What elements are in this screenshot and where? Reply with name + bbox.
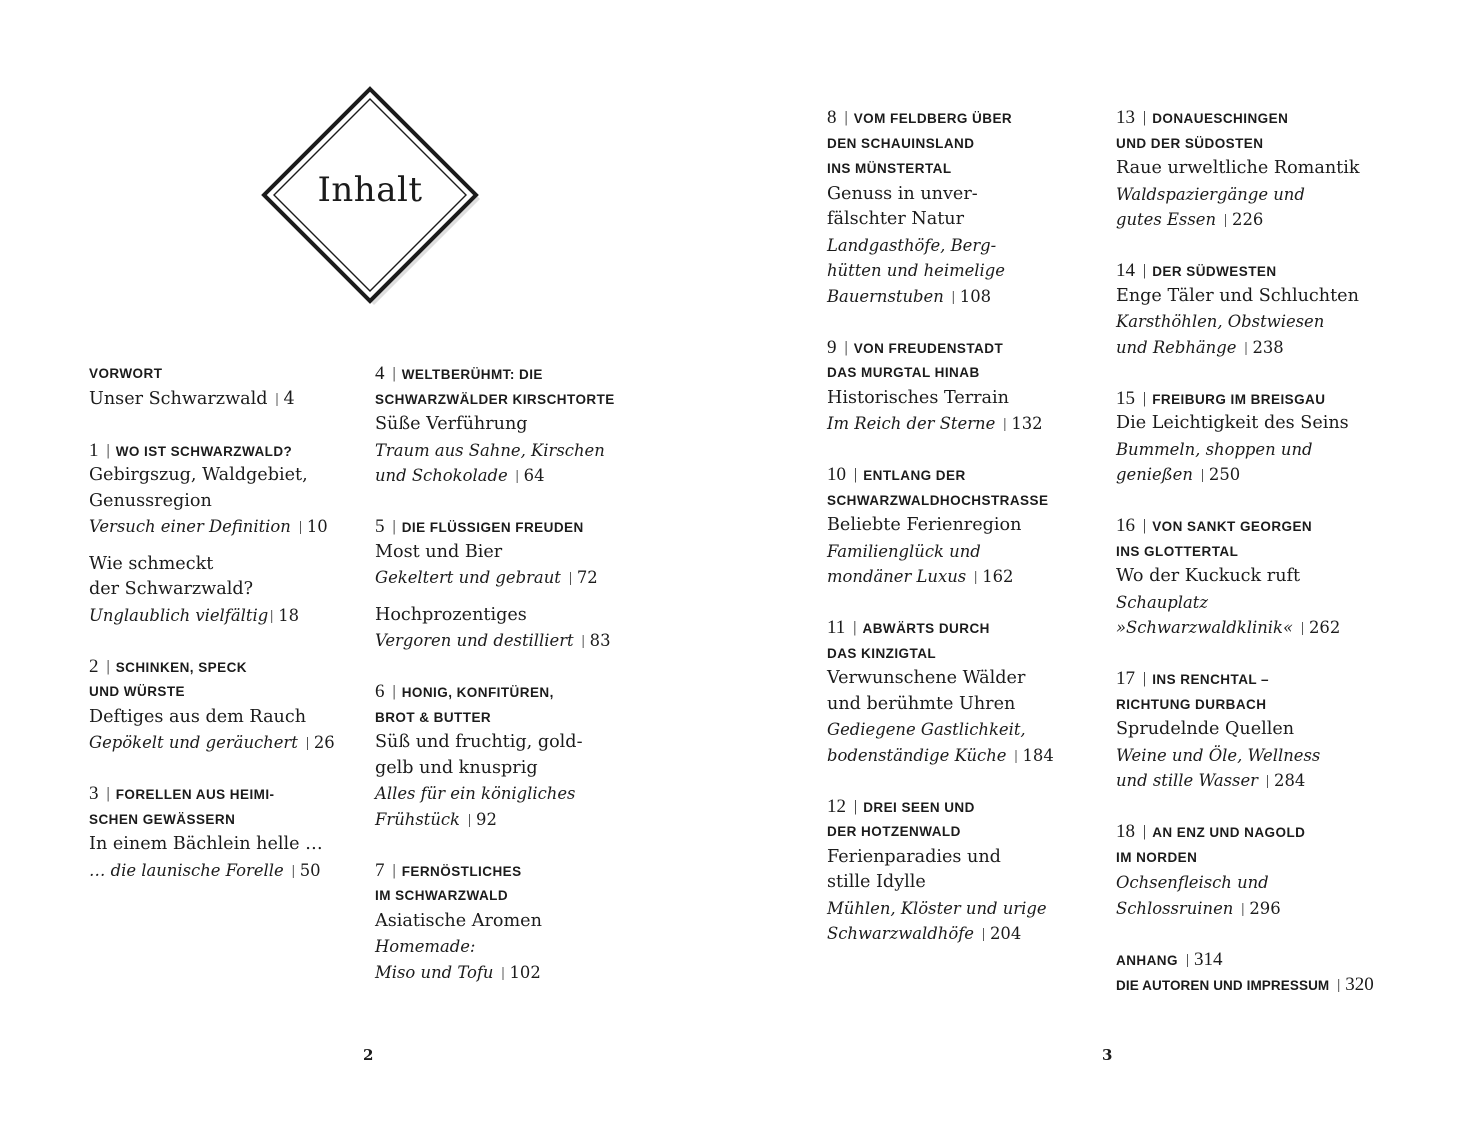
toc-column-2 xyxy=(375,361,695,985)
toc-entry-3[interactable]: 3 | FORELLEN AUS HEIMI- SCHEN GEWÄSSERN In einem Bächlein helle … … die launische Forelle | 50 xyxy=(89,783,323,880)
toc-column-4 xyxy=(1116,105,1416,998)
toc-entry-6[interactable]: 6 | HONIG, KONFITÜREN, BROT & BUTTER Süß und fruchtig, gold- gelb und knusprig Alles für ein königliches Frühstück | 92 xyxy=(375,681,583,829)
toc-entry-13[interactable]: 13 | DONAUESCHINGEN UND DER SÜDOSTEN Raue urweltliche Romantik Waldspaziergänge und gutes Essen | 226 xyxy=(1116,107,1360,229)
toc-entry-anhang[interactable]: ANHANG | 314 xyxy=(1116,948,1223,970)
right-page xyxy=(738,0,1476,1122)
toc-entry-9[interactable]: 9 | VON FREUDENSTADT DAS MURGTAL HINAB Historisches Terrain Im Reich der Sterne | 132 xyxy=(827,336,1043,433)
toc-entry-8[interactable]: 8 | VOM FELDBERG ÜBER DEN SCHAUINSLAND INS MÜNSTERTAL Genuss in unver- fälschter Natur Landgasthöfe, Berg- hütten und heimelige Bauernstuben | 108 xyxy=(827,107,1013,306)
toc-entry-hochprozentiges[interactable]: Hochprozentiges Vergoren und destilliert | 83 xyxy=(375,604,611,650)
toc-entry-5[interactable]: 5 | DIE FLÜSSIGEN FREUDEN Most und Bier Gekeltert und gebraut | 72 xyxy=(375,516,598,587)
toc-entry-11[interactable]: 11 | ABWÄRTS DURCH DAS KINZIGTAL Verwunschene Wälder und berühmte Uhren Gediegene Gastlichkeit, bodenständige Küche | 184 xyxy=(827,617,1054,765)
toc-entry-14[interactable]: 14 | DER SÜDWESTEN Enge Täler und Schluchten Karsthöhlen, Obstwiesen und Rebhänge | 238 xyxy=(1116,260,1359,357)
toc-column-1 xyxy=(89,361,379,883)
toc-entry-autoren[interactable]: DIE AUTOREN UND IMPRESSUM | 320 xyxy=(1116,974,1374,995)
toc-column-3 xyxy=(827,105,1107,947)
toc-entry-16[interactable]: 16 | VON SANKT GEORGEN INS GLOTTERTAL Wo der Kuckuck ruft Schauplatz »Schwarzwaldklinik« | 262 xyxy=(1116,515,1341,637)
page-title: Inhalt xyxy=(317,170,423,210)
toc-entry-12[interactable]: 12 | DREI SEEN UND DER HOTZENWALD Ferienparadies und stille Idylle Mühlen, Klöster und urige Schwarzwaldhöfe | 204 xyxy=(827,795,1047,943)
page-number-right: 3 xyxy=(1102,1046,1113,1064)
diamond-frame xyxy=(0,0,738,330)
toc-entry-17[interactable]: 17 | INS RENCHTAL – RICHTUNG DURBACH Sprudelnde Quellen Weine und Öle, Wellness und stille Wasser | 284 xyxy=(1116,668,1321,790)
toc-entry-vorwort[interactable]: VORWORT Unser Schwarzwald | 4 xyxy=(89,366,295,409)
toc-entry-18[interactable]: 18 | AN ENZ UND NAGOLD IM NORDEN Ochsenfleisch und Schlossruinen | 296 xyxy=(1116,821,1306,918)
toc-entry-1[interactable]: 1 | WO IST SCHWARZWALD? Gebirgszug, Waldgebiet, Genussregion Versuch einer Definition | 10 xyxy=(89,439,328,536)
toc-entry-7[interactable]: 7 | FERNÖSTLICHES IM SCHWARZWALD Asiatische Aromen Homemade: Miso und Tofu | 102 xyxy=(375,859,542,982)
toc-entry-2[interactable]: 2 | SCHINKEN, SPECK UND WÜRSTE Deftiges aus dem Rauch Gepökelt und geräuchert | 26 xyxy=(89,655,335,752)
toc-entry-10[interactable]: 10 | ENTLANG DER SCHWARZWALDHOCHSTRASSE Beliebte Ferienregion Familienglück und mondäner Luxus | 162 xyxy=(827,464,1049,586)
toc-entry-15[interactable]: 15 | FREIBURG IM BREISGAU Die Leichtigkeit des Seins Bummeln, shoppen und genießen | 250 xyxy=(1116,387,1349,484)
toc-entry-4[interactable]: 4 | WELTBERÜHMT: DIE SCHWARZWÄLDER KIRSCHTORTE Süße Verführung Traum aus Sahne, Kirschen und Schokolade | 64 xyxy=(375,363,615,485)
page-number-left: 2 xyxy=(363,1046,374,1064)
toc-entry-wie-schmeckt[interactable]: Wie schmeckt der Schwarzwald? Unglaublich vielfältig | 18 xyxy=(89,553,300,625)
